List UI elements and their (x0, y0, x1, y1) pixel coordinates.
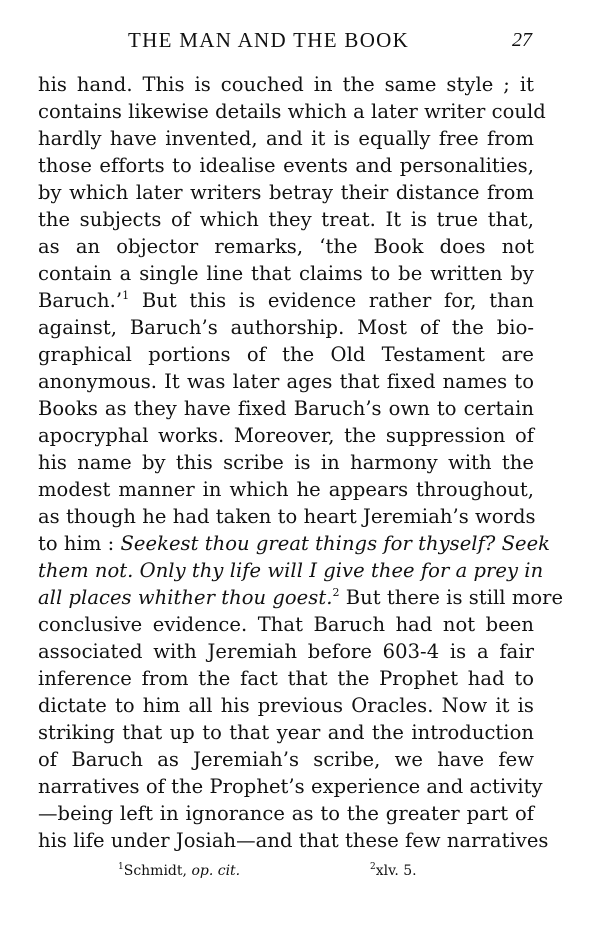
text-segment: But there is still more (339, 586, 564, 609)
body-text (38, 71, 564, 854)
text-line (38, 503, 534, 530)
text-segment: apocryphal works. Moreover, the suppression of (38, 424, 534, 447)
text-line (38, 665, 534, 692)
text-line (38, 422, 534, 449)
text-segment: anonymous. It was later ages that fixed names to (38, 370, 534, 393)
text-line (38, 260, 534, 287)
footnote-text: xlv. 5. (375, 863, 417, 879)
text-line (38, 800, 534, 827)
text-line (38, 233, 534, 260)
text-segment: But this is evidence rather for, than (129, 289, 534, 312)
text-line (38, 476, 534, 503)
text-segment: Baruch.’ (38, 289, 123, 312)
text-segment: —being left in ignorance as to the greater part of (38, 802, 534, 825)
text-segment: those efforts to idealise events and personalities, (38, 154, 534, 177)
text-line (38, 71, 534, 98)
text-line (38, 449, 534, 476)
text-segment: modest manner in which he appears throughout, (38, 478, 534, 501)
text-line (38, 719, 534, 746)
text-line (38, 179, 534, 206)
page-number: 27 (512, 29, 532, 51)
footnote-2 (370, 863, 417, 879)
text-line (38, 692, 534, 719)
text-segment: his life under Josiah—and that these few narratives (38, 829, 549, 852)
text-line (38, 368, 534, 395)
text-segment: the subjects of which they treat. It is true that, (38, 208, 534, 231)
text-segment: of Baruch as Jeremiah’s scribe, we have few (38, 748, 534, 771)
text-line (38, 152, 534, 179)
footnote-text: Schmidt, (123, 863, 192, 879)
text-segment: associated with Jeremiah before 603-4 is a fair (38, 640, 534, 663)
text-segment: Books as they have fixed Baruch’s own to certain (38, 397, 534, 420)
text-line (38, 638, 534, 665)
text-line (38, 395, 534, 422)
text-line (38, 287, 534, 314)
running-header (0, 28, 612, 54)
text-segment: as an objector remarks, ‘the Book does not (38, 235, 534, 258)
text-line (38, 98, 546, 125)
text-segment: inference from the fact that the Prophet had to (38, 667, 534, 690)
running-title: THE MAN AND THE BOOK (128, 28, 410, 52)
footnote-text: op. cit. (191, 863, 241, 879)
text-segment: against, Baruch’s authorship. Most of the bio- (38, 316, 534, 339)
text-segment: striking that up to that year and the introduction (38, 721, 534, 744)
text-segment: to him : (38, 532, 121, 555)
text-line (38, 557, 544, 584)
text-line (38, 314, 534, 341)
footnote-mark: 1 (118, 862, 124, 872)
footnote-1 (118, 863, 240, 879)
text-segment: narratives of the Prophet’s experience and activity (38, 775, 543, 798)
text-line (38, 827, 549, 854)
text-segment: by which later writers betray their distance from (38, 181, 534, 204)
text-line (38, 206, 534, 233)
text-segment: his name by this scribe is in harmony with the (38, 451, 534, 474)
text-segment: graphical portions of the Old Testament are (38, 343, 534, 366)
text-line (38, 746, 534, 773)
text-line (38, 341, 534, 368)
footnote-mark: 2 (370, 862, 376, 872)
italic-text: Seekest thou great things for thyself? Seek (120, 532, 551, 555)
footnotes (0, 863, 612, 887)
text-line (38, 773, 543, 800)
text-line (38, 584, 564, 611)
italic-text: them not. Only thy life will I give thee for a prey in (38, 559, 544, 582)
text-line (38, 125, 534, 152)
text-segment: dictate to him all his previous Oracles. Now it is (38, 694, 534, 717)
text-segment: contains likewise details which a later writer could (38, 100, 546, 123)
text-segment: contain a single line that claims to be written by (38, 262, 534, 285)
italic-text: all places whither thou goest. (38, 586, 333, 609)
text-segment: his hand. This is couched in the same style ; it (38, 73, 534, 96)
text-segment: conclusive evidence. That Baruch had not been (38, 613, 534, 636)
text-line (38, 611, 534, 638)
text-segment: hardly have invented, and it is equally free from (38, 127, 534, 150)
text-segment: as though he had taken to heart Jeremiah’s words (38, 505, 536, 528)
footnote-reference: 2 (332, 586, 340, 599)
footnote-reference: 1 (122, 289, 130, 302)
text-line (38, 530, 551, 557)
